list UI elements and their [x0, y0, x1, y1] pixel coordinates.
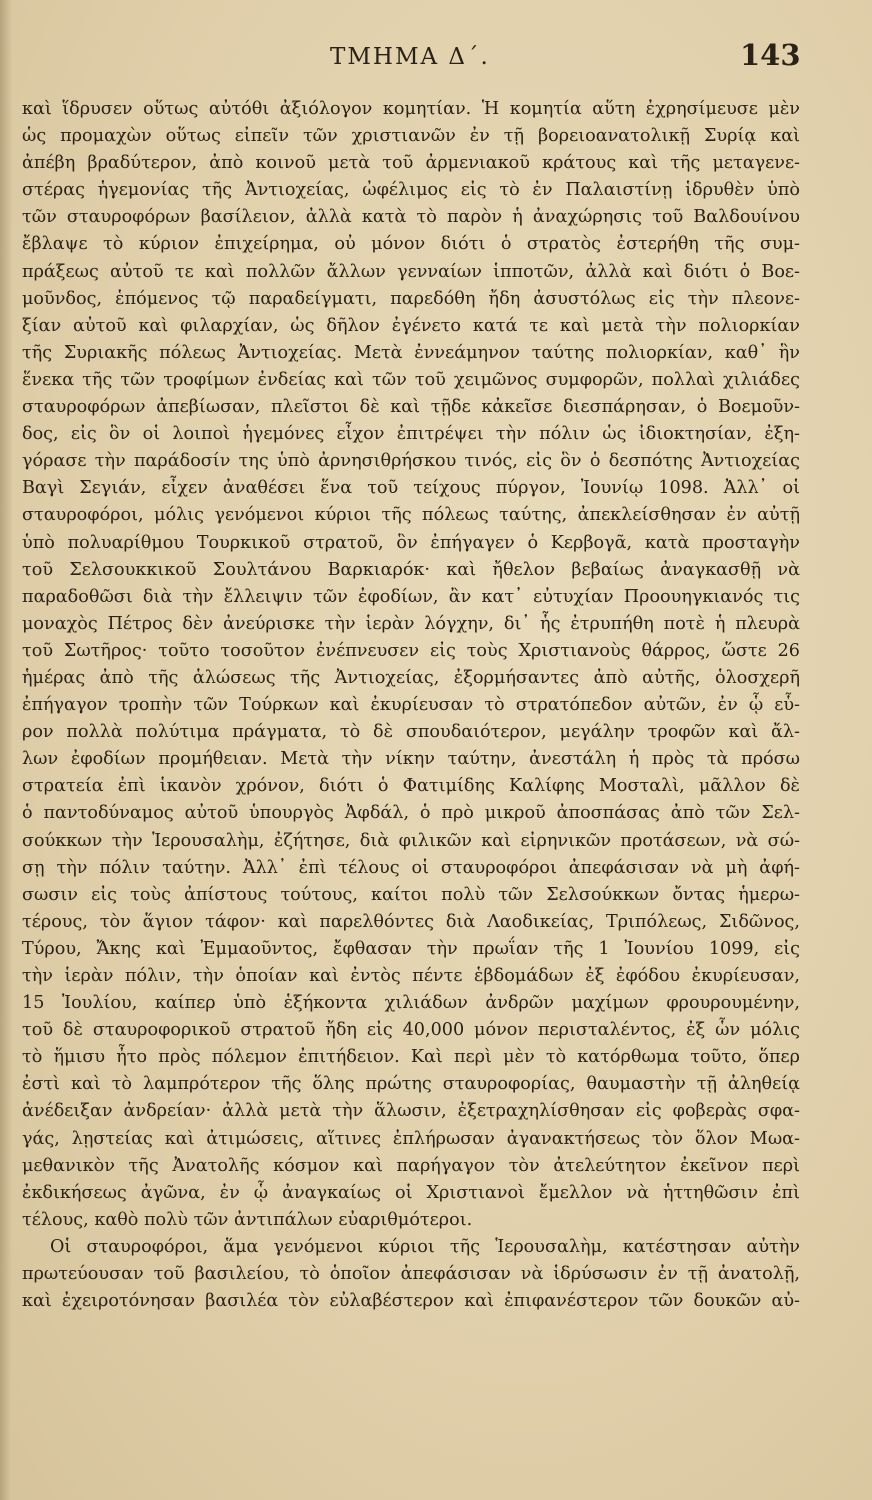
- text-line: ἀνέδειξαν ἀνδρείαν· ἀλλὰ μετὰ τὴν ἅλωσιν, ἐξετραχηλίσθησαν εἰς φοβερὰς σφα-: [22, 1101, 800, 1122]
- text-line: στρατεία ἐπὶ ἱκανὸν χρόνον, διότι ὁ Φατιμίδης Καλίφης Μοσταλὶ, μᾶλλον δὲ: [22, 776, 800, 797]
- text-line: τοῦ Σελσουκκικοῦ Σουλτάνου Βαρκιαρόκ· καὶ ἤθελον βεβαίως ἀναγκασθῇ νὰ: [22, 559, 800, 580]
- text-line: μεθανικὸν τῆς Ἀνατολῆς κόσμον καὶ παρήγαγον τὸν ἀτελεύτητον ἐκεῖνον περὶ: [22, 1155, 800, 1176]
- text-line: τῆς Συριακῆς πόλεως Ἀντιοχείας. Μετὰ ἐννεάμηνον ταύτης πολιορκίαν, καθ᾽ ἣν: [22, 342, 800, 363]
- text-line: γάς, λῃστείας καὶ ἀτιμώσεις, αἵτινες ἐπλήρωσαν ἀγανακτήσεως τὸν ὅλον Μωα-: [22, 1128, 800, 1149]
- text-line: σταυροφόροι, μόλις γενόμενοι κύριοι τῆς πόλεως ταύτης, ἀπεκλείσθησαν ἐν αὐτῇ: [22, 505, 800, 526]
- text-line: σῃ τὴν πόλιν ταύτην. Ἀλλ᾽ ἐπὶ τέλους οἱ σταυροφόροι ἀπεφάσισαν νὰ μὴ ἀφή-: [22, 857, 800, 878]
- text-line: λων ἐφοδίων προμήθειαν. Μετὰ τὴν νίκην ταύτην, ἀνεστάλη ἡ πρὸς τὰ πρόσω: [22, 749, 800, 770]
- text-line: τὸ ἥμισυ ἦτο πρὸς πόλεμον ἐπιτήδειον. Καὶ περὶ μὲν τὸ κατόρθωμα τοῦτο, ὅπερ: [22, 1047, 800, 1068]
- text-line: πρωτεύουσαν τοῦ βασιλείου, τὸ ὁποῖον ἀπεφάσισαν νὰ ἱδρύσωσιν ἐν τῇ ἀνατολῇ,: [22, 1264, 800, 1285]
- text-line: γόρασε τὴν παράδοσίν της ὑπὸ ἀρνησιθρήσκου τινός, εἰς ὃν ὁ δεσπότης Ἀντιοχείας: [22, 451, 800, 472]
- text-line: τέρους, τὸν ἅγιον τάφον· καὶ παρελθόντες διὰ Λαοδικείας, Τριπόλεως, Σιδῶνος,: [22, 911, 800, 932]
- body-text: [22, 96, 800, 1315]
- text-line: ὁ παντοδύναμος αὐτοῦ ὑπουργὸς Ἀφδάλ, ὁ πρὸ μικροῦ ἀποσπάσας ἀπὸ τῶν Σελ-: [22, 803, 800, 824]
- text-line: δος, εἰς ὃν οἱ λοιποὶ ἡγεμόνες εἶχον ἐπιτρέψει τὴν πόλιν ὡς ἰδιοκτησίαν, ἐξη-: [22, 424, 800, 445]
- text-line: ἐστὶ καὶ τὸ λαμπρότερον τῆς ὅλης πρώτης σταυροφορίας, θαυμαστὴν τῇ ἀληθείᾳ: [22, 1074, 800, 1095]
- text-line: σούκκων τὴν Ἱερουσαλὴμ, ἐζήτησε, διὰ φιλικῶν καὶ εἰρηνικῶν προτάσεων, νὰ σώ-: [22, 830, 800, 851]
- text-line: τῶν σταυροφόρων βασίλειον, ἀλλὰ κατὰ τὸ παρὸν ἡ ἀναχώρησις τοῦ Βαλδουίνου: [22, 207, 800, 228]
- text-line: ὑπὸ πολυαρίθμου Τουρκικοῦ στρατοῦ, ὃν ἐπήγαγεν ὁ Κερβογᾶ, κατὰ προσταγὴν: [22, 532, 800, 553]
- text-line-paragraph-end: τέλους, καθὸ πολὺ τῶν ἀντιπάλων εὐαριθμότεροι.: [22, 1209, 473, 1230]
- text-line: καὶ ἵδρυσεν οὕτως αὐτόθι ἀξιόλογον κομητίαν. Ἡ κομητία αὕτη ἐχρησίμευσε μὲν: [22, 99, 800, 119]
- text-line: ἀπέβη βραδύτερον, ἀπὸ κοινοῦ μετὰ τοῦ ἀρμενιακοῦ κράτους καὶ τῆς μεταγενε-: [22, 153, 800, 174]
- text-line: 15 Ἰουλίου, καίπερ ὑπὸ ἑξήκοντα χιλιάδων ἀνδρῶν μαχίμων φρουρουμένην,: [22, 993, 800, 1014]
- text-line: ρον πολλὰ πολύτιμα πράγματα, τὸ δὲ σπουδαιότερον, μεγάλην τροφῶν καὶ ἄλ-: [22, 722, 800, 743]
- text-line: Τύρου, Ἄκης καὶ Ἐμμαοῦντος, ἔφθασαν τὴν πρωΐαν τῆς 1 Ἰουνίου 1099, εἰς: [22, 938, 800, 959]
- text-line: σωσιν εἰς τοὺς ἀπίστους τούτους, καίτοι πολὺ τῶν Σελσούκκων ὄντας ἡμερω-: [22, 884, 800, 905]
- page-number: 143: [740, 38, 801, 72]
- text-line: σταυροφόρων ἀπεβίωσαν, πλεῖστοι δὲ καὶ τῇδε κἀκεῖσε διεσπάρησαν, ὁ Βοεμοῦν-: [22, 397, 800, 418]
- text-line: Βαγὶ Σεγιάν, εἶχεν ἀναθέσει ἕνα τοῦ τείχους πύργον, Ἰουνίῳ 1098. Ἀλλ᾽ οἱ: [22, 478, 800, 499]
- text-line: στέρας ἡγεμονίας τῆς Ἀντιοχείας, ὠφέλιμος εἰς τὸ ἐν Παλαιστίνῃ ἱδρυθὲν ὑπὸ: [22, 180, 800, 201]
- page-gutter-shadow: [0, 0, 12, 1500]
- text-line: πράξεως αὐτοῦ τε καὶ πολλῶν ἄλλων γενναίων ἱπποτῶν, ἀλλὰ καὶ διότι ὁ Βοε-: [22, 261, 800, 282]
- text-line: ἐπήγαγον τροπὴν τῶν Τούρκων καὶ ἐκυρίευσαν τὸ στρατόπεδον αὐτῶν, ἐν ᾧ εὗ-: [22, 695, 800, 716]
- text-line: τὴν ἱερὰν πόλιν, τὴν ὁποίαν καὶ ἐντὸς πέντε ἑβδομάδων ἐξ ἐφόδου ἐκυρίευσαν,: [22, 966, 800, 986]
- running-title: ΤΜΗΜΑ Δ΄.: [330, 44, 490, 70]
- text-line: ἕνεκα τῆς τῶν τροφίμων ἐνδείας καὶ τῶν τοῦ χειμῶνος συμφορῶν, πολλαὶ χιλιάδες: [22, 369, 800, 390]
- text-line: ἔβλαψε τὸ κύριον ἐπιχείρημα, οὐ μόνον διότι ὁ στρατὸς ἐστερήθη τῆς συμ-: [22, 234, 800, 255]
- text-line: ἡμέρας ἀπὸ τῆς ἁλώσεως τῆς Ἀντιοχείας, ἐξορμήσαντες ἀπὸ αὐτῆς, ὁλοσχερῆ: [22, 667, 800, 688]
- text-line: παραδοθῶσι διὰ τὴν ἔλλειψιν τῶν ἐφοδίων, ἂν κατ᾽ εὐτυχίαν Προουηγκιανός τις: [22, 586, 800, 607]
- text-line: τοῦ δὲ σταυροφορικοῦ στρατοῦ ἤδη εἰς 40,000 μόνον περισταλέντος, ἐξ ὧν μόλις: [22, 1020, 800, 1041]
- text-line: ἐκδικήσεως ἀγῶνα, ἐν ᾧ ἀναγκαίως οἱ Χριστιανοὶ ἔμελλον νὰ ἡττηθῶσιν ἐπὶ: [22, 1182, 800, 1203]
- text-line: μοναχὸς Πέτρος δὲν ἀνεύρισκε τὴν ἱερὰν λόγχην, δι᾽ ἧς ἐτρυπήθη ποτὲ ἡ πλευρὰ: [22, 613, 800, 634]
- text-line: ὡς προμαχὼν οὕτως εἰπεῖν τῶν χριστιανῶν ἐν τῇ βορειοανατολικῇ Συρίᾳ καὶ: [22, 126, 800, 147]
- text-line-paragraph-start: Οἱ σταυροφόροι, ἅμα γενόμενοι κύριοι τῆς Ἱερουσαλὴμ, κατέστησαν αὐτὴν: [50, 1236, 800, 1257]
- page-header: [0, 38, 872, 84]
- text-line: ξίαν αὐτοῦ καὶ φιλαρχίαν, ὡς δῆλον ἐγένετο κατά τε καὶ μετὰ τὴν πολιορκίαν: [22, 315, 800, 336]
- text-line: τοῦ Σωτῆρος· τοῦτο τοσοῦτον ἐνέπνευσεν εἰς τοὺς Χριστιανοὺς θάρρος, ὥστε 26: [22, 640, 800, 661]
- text-line: μοῦνδος, ἑπόμενος τῷ παραδείγματι, παρεδόθη ἤδη ἀσυστόλως εἰς τὴν πλεονε-: [22, 288, 800, 309]
- text-line: καὶ ἐχειροτόνησαν βασιλέα τὸν εὐλαβέστερον καὶ ἐπιφανέστερον τῶν δουκῶν αὐ-: [22, 1291, 800, 1312]
